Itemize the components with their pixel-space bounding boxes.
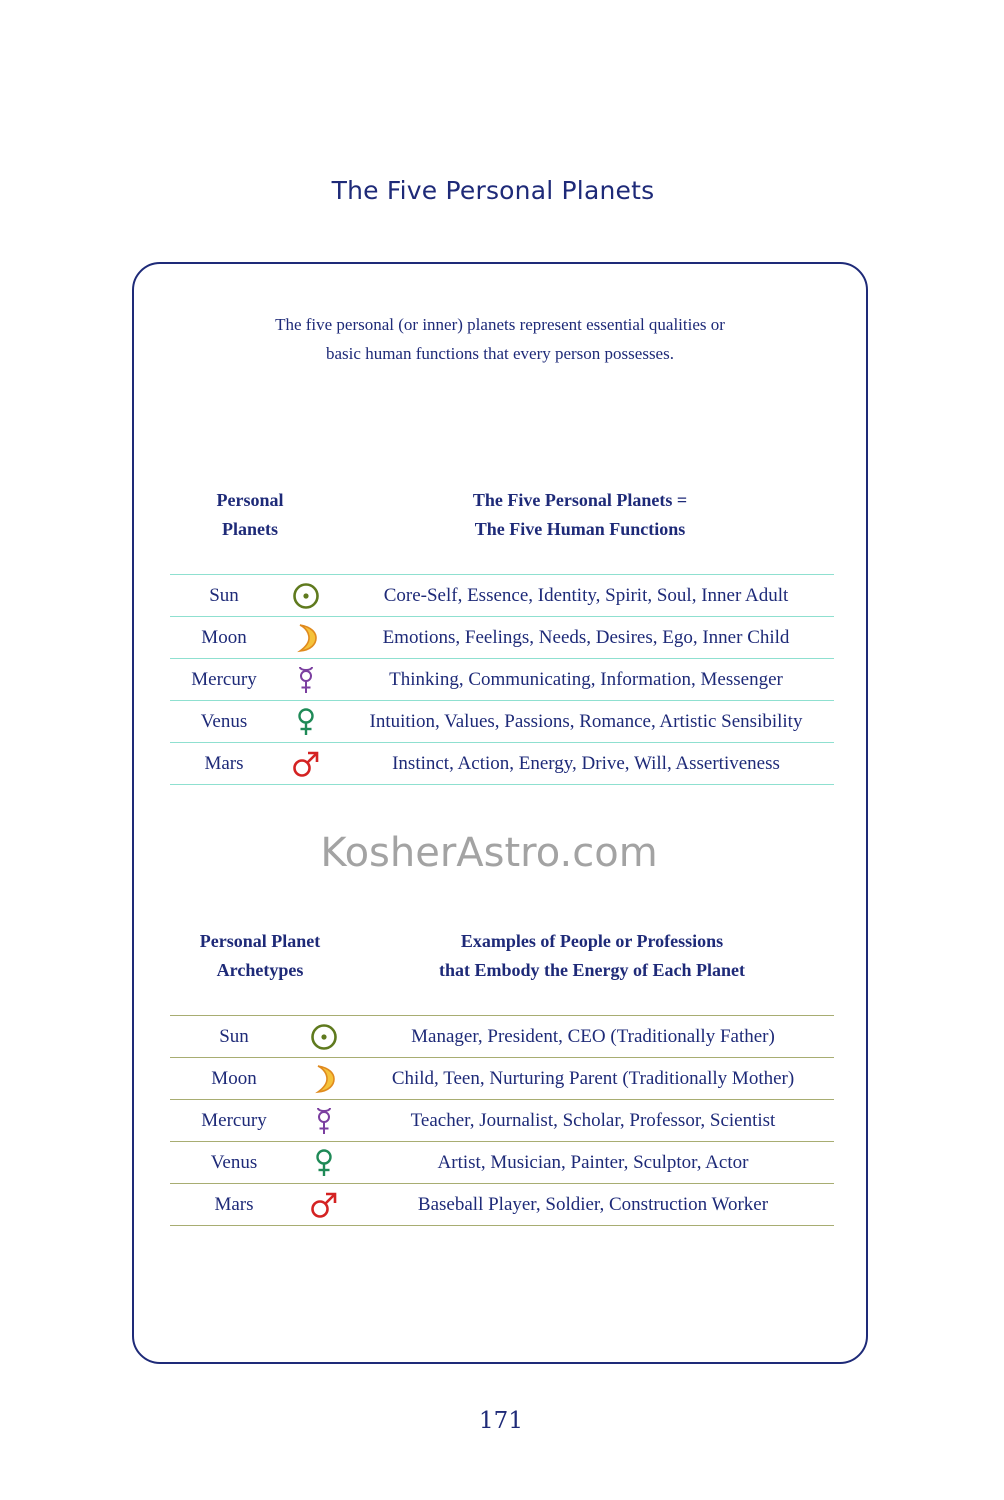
table1-header-functions-line-2: The Five Human Functions [474, 519, 686, 539]
planet-function: Intuition, Values, Passions, Romance, Artistic Sensibility [369, 711, 803, 732]
table1-header-planets-line-2: Planets [222, 519, 278, 539]
planet-name: Venus [210, 1152, 258, 1173]
planet-name: Mercury [191, 669, 257, 690]
watermark: KosherAstro.com [320, 830, 658, 876]
intro-line-2: basic human functions that every person possesses. [326, 344, 674, 363]
table-row [170, 1184, 834, 1226]
sun-symbol-icon [286, 575, 326, 617]
venus-symbol-icon [304, 1142, 344, 1184]
planet-name: Moon [211, 1068, 257, 1089]
archetype-examples: Child, Teen, Nurturing Parent (Traditionally Mother) [391, 1068, 795, 1089]
table-row [170, 1100, 834, 1142]
mars-symbol-icon [286, 743, 326, 785]
table1-personal-planets [170, 574, 834, 785]
table-row [170, 1016, 834, 1058]
table1-header-planets [170, 486, 330, 544]
table2-header-examples-line-2: that Embody the Energy of Each Planet [439, 960, 745, 980]
table-row [170, 1142, 834, 1184]
archetype-examples: Teacher, Journalist, Scholar, Professor, Scientist [410, 1110, 776, 1131]
table2-header-examples [372, 927, 812, 985]
table2-header-archetypes [170, 927, 350, 985]
archetype-examples: Baseball Player, Soldier, Construction Worker [417, 1194, 769, 1215]
sun-symbol-icon [304, 1016, 344, 1058]
table1-header-planets-line-1: Personal [216, 490, 284, 510]
table-row [170, 659, 834, 701]
table-row [170, 617, 834, 659]
mars-symbol-icon [304, 1184, 344, 1226]
planet-name: Sun [209, 585, 239, 606]
planet-function: Instinct, Action, Energy, Drive, Will, Assertiveness [392, 753, 780, 774]
intro-line-1: The five personal (or inner) planets represent essential qualities or [275, 315, 725, 334]
table2-header-archetypes-line-1: Personal Planet [199, 931, 321, 951]
mercury-symbol-icon [304, 1100, 344, 1142]
moon-symbol-icon [286, 617, 326, 659]
table2-header-archetypes-line-2: Archetypes [216, 960, 304, 980]
table-row [170, 701, 834, 743]
venus-symbol-icon [286, 701, 326, 743]
table-row [170, 743, 834, 785]
planet-function: Emotions, Feelings, Needs, Desires, Ego, Inner Child [382, 627, 790, 648]
table-row [170, 1058, 834, 1100]
moon-symbol-icon [304, 1058, 344, 1100]
table2-header-examples-line-1: Examples of People or Professions [460, 931, 724, 951]
archetype-examples: Manager, President, CEO (Traditionally Father) [411, 1026, 775, 1047]
mercury-symbol-icon [286, 659, 326, 701]
planet-function: Core-Self, Essence, Identity, Spirit, Soul, Inner Adult [383, 585, 789, 606]
intro-paragraph [150, 310, 850, 368]
planet-name: Moon [201, 627, 247, 648]
page-number: 171 [479, 1408, 523, 1434]
archetype-examples: Artist, Musician, Painter, Sculptor, Actor [437, 1152, 749, 1173]
table-row [170, 575, 834, 617]
planet-name: Mars [204, 753, 244, 774]
planet-name: Sun [219, 1026, 249, 1047]
table1-header-functions-line-1: The Five Personal Planets = [472, 490, 688, 510]
planet-name: Mercury [201, 1110, 267, 1131]
planet-name: Mars [214, 1194, 254, 1215]
planet-function: Thinking, Communicating, Information, Messenger [389, 669, 783, 690]
page-title: The Five Personal Planets [331, 176, 655, 205]
table1-header-functions [380, 486, 780, 544]
planet-name: Venus [200, 711, 248, 732]
table2-archetypes [170, 1015, 834, 1226]
